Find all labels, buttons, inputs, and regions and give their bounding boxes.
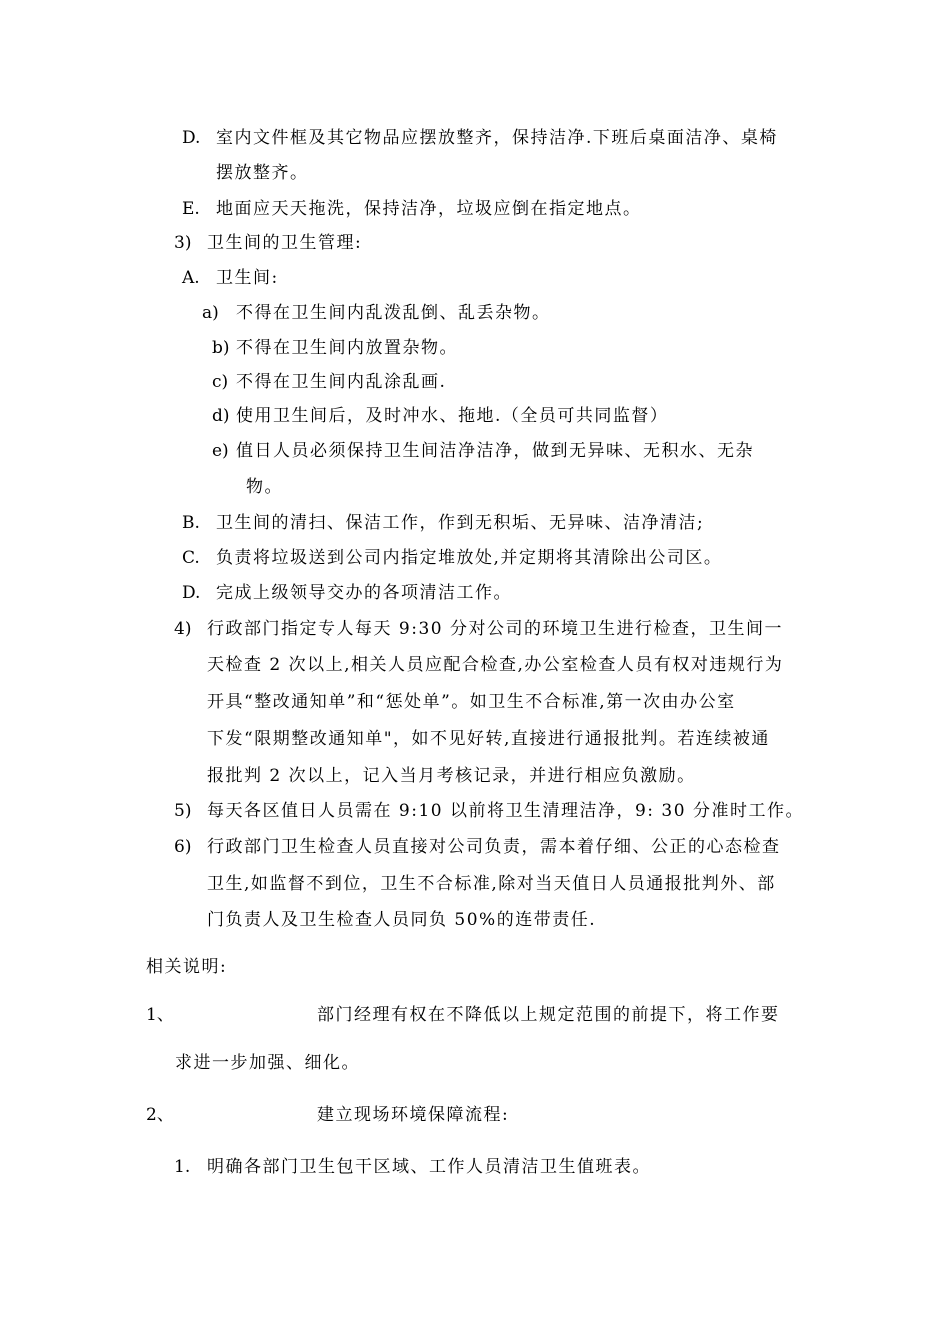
sub-3a-marker: A. bbox=[182, 268, 200, 288]
item-4-line-1: 行政部门指定专人每天 9:30 分对公司的环境卫生进行检查，卫生间一 bbox=[207, 619, 783, 639]
sub-3a-item-b-marker: b) bbox=[212, 338, 230, 358]
note-2-sub-1-marker: 1. bbox=[174, 1157, 191, 1177]
section-e-text: 地面应天天拖洗，保持洁净，垃圾应倒在指定地点。 bbox=[216, 199, 642, 219]
sub-3c-marker: C. bbox=[182, 548, 200, 568]
item-4-line-4: 下发“限期整改通知单"，如不见好转,直接进行通报批判。若连续被通 bbox=[207, 729, 770, 749]
item-6-line-1: 行政部门卫生检查人员直接对公司负责，需本着仔细、公正的心态检查 bbox=[207, 837, 781, 857]
sub-3d-marker: D. bbox=[182, 583, 201, 603]
sub-3d-text: 完成上级领导交办的各项清洁工作。 bbox=[216, 583, 512, 603]
note-2-marker: 2、 bbox=[146, 1105, 174, 1125]
note-2-sub-1-text: 明确各部门卫生包干区域、工作人员清洁卫生值班表。 bbox=[207, 1157, 651, 1177]
item-4-line-2: 天检查 2 次以上,相关人员应配合检查,办公室检查人员有权对违规行为 bbox=[207, 655, 784, 675]
section-d-marker: D. bbox=[182, 128, 201, 148]
sub-3a-item-a-text: 不得在卫生间内乱泼乱倒、乱丢杂物。 bbox=[236, 303, 551, 323]
sub-3a-item-e-continuation: 物。 bbox=[246, 477, 283, 497]
item-5-marker: 5) bbox=[174, 801, 192, 821]
sub-3b-text: 卫生间的清扫、保洁工作，作到无积垢、无异味、洁净清洁; bbox=[216, 513, 705, 533]
sub-3a-item-b-text: 不得在卫生间内放置杂物。 bbox=[236, 338, 458, 358]
sub-3a-item-c-marker: c) bbox=[212, 372, 229, 392]
item-4-line-3: 开具“整改通知单”和“惩处单”。如卫生不合标准,第一次由办公室 bbox=[207, 692, 736, 712]
note-1-line-2: 求进一步加强、细化。 bbox=[175, 1053, 360, 1073]
sub-3a-item-e-text: 值日人员必须保持卫生间洁净洁净，做到无异味、无积水、无杂 bbox=[236, 441, 754, 461]
item-6-line-2: 卫生,如监督不到位，卫生不合标准,除对当天值日人员通报批判外、部 bbox=[207, 874, 776, 894]
section-d-line-1: 室内文件框及其它物品应摆放整齐，保持洁净.下班后桌面洁净、桌椅 bbox=[216, 128, 778, 148]
item-4-marker: 4) bbox=[174, 619, 192, 639]
sub-3b-marker: B. bbox=[182, 513, 200, 533]
item-6-marker: 6) bbox=[174, 837, 192, 857]
sub-3a-item-e-marker: e) bbox=[212, 441, 229, 461]
sub-3a-text: 卫生间: bbox=[216, 268, 279, 288]
item-3-marker: 3) bbox=[174, 233, 192, 253]
note-1-marker: 1、 bbox=[146, 1005, 174, 1025]
sub-3a-item-a-marker: a) bbox=[202, 303, 219, 323]
sub-3a-item-d-text: 使用卫生间后，及时冲水、拖地.（全员可共同监督） bbox=[236, 406, 669, 426]
item-5-text: 每天各区值日人员需在 9:10 以前将卫生清理洁净，9: 30 分准时工作。 bbox=[207, 801, 804, 821]
note-1-line-1: 部门经理有权在不降低以上规定范围的前提下，将工作要 bbox=[317, 1005, 780, 1025]
sub-3a-item-c-text: 不得在卫生间内乱涂乱画. bbox=[236, 372, 447, 392]
sub-3c-text: 负责将垃圾送到公司内指定堆放处,并定期将其清除出公司区。 bbox=[216, 548, 723, 568]
section-d-line-2: 摆放整齐。 bbox=[216, 163, 309, 183]
section-e-marker: E. bbox=[182, 199, 200, 219]
note-2-text: 建立现场环境保障流程: bbox=[317, 1105, 510, 1125]
item-3-text: 卫生间的卫生管理: bbox=[207, 233, 363, 253]
notes-heading: 相关说明: bbox=[146, 957, 228, 977]
item-4-line-5: 报批判 2 次以上，记入当月考核记录，并进行相应负激励。 bbox=[207, 766, 696, 786]
sub-3a-item-d-marker: d) bbox=[212, 406, 230, 426]
item-6-line-3: 门负责人及卫生检查人员同负 50%的连带责任. bbox=[207, 910, 597, 930]
